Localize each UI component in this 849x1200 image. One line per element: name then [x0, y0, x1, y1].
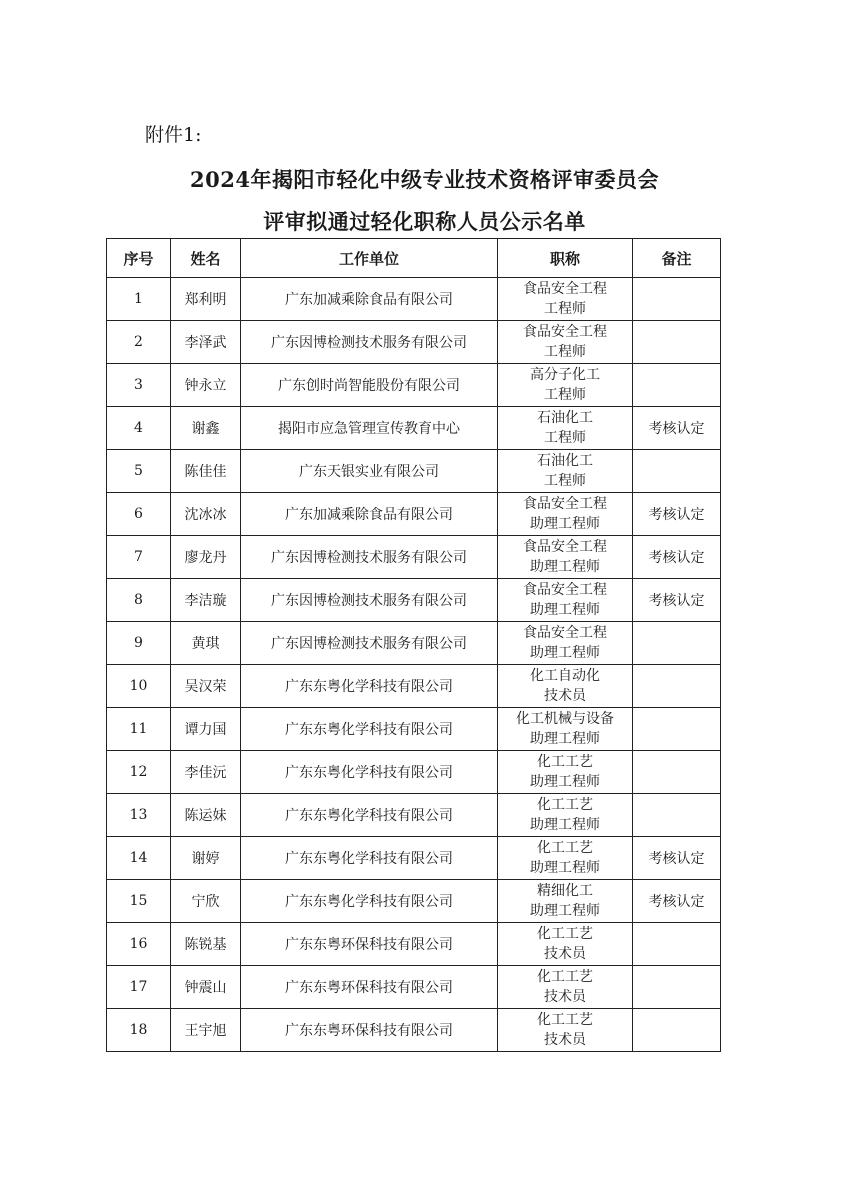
job-title-cell: [498, 837, 633, 880]
table-row: [107, 665, 721, 708]
job-title-cell: [498, 1009, 633, 1052]
job-title-cell: [498, 493, 633, 536]
job-title-cell: [498, 794, 633, 837]
name-cell: 钟永立: [171, 364, 241, 407]
organization-cell: 广东创时尚智能股份有限公司: [241, 364, 498, 407]
job-title-cell: [498, 536, 633, 579]
table-row: [107, 579, 721, 622]
job-title-cell: [498, 450, 633, 493]
serial-cell: 12: [107, 751, 171, 794]
organization-cell: 广东因博检测技术服务有限公司: [241, 579, 498, 622]
organization-cell: 广东东粤化学科技有限公司: [241, 751, 498, 794]
document-title: 2024年揭阳市轻化中级专业技术资格评审委员会: [190, 167, 659, 192]
serial-cell: 18: [107, 1009, 171, 1052]
organization-cell: 广东因博检测技术服务有限公司: [241, 536, 498, 579]
table-row: [107, 837, 721, 880]
organization-cell: 广东东粤环保科技有限公司: [241, 966, 498, 1009]
serial-cell: 14: [107, 837, 171, 880]
job-title-field: 化工自动化: [530, 668, 600, 684]
job-title-field: 食品安全工程: [523, 496, 607, 512]
job-title-field: 食品安全工程: [523, 539, 607, 555]
job-title-level: 技术员: [544, 688, 586, 704]
remarks-cell: [633, 794, 721, 837]
job-title-field: 食品安全工程: [523, 625, 607, 641]
job-title-field: 食品安全工程: [523, 281, 607, 297]
name-cell: 李洁璇: [171, 579, 241, 622]
organization-cell: 广东因博检测技术服务有限公司: [241, 622, 498, 665]
name-cell: 谢鑫: [171, 407, 241, 450]
name-cell: 李佳沅: [171, 751, 241, 794]
job-title-cell: [498, 708, 633, 751]
name-cell: 陈运妹: [171, 794, 241, 837]
job-title-field: 化工机械与设备: [516, 711, 614, 727]
job-title-cell: [498, 364, 633, 407]
job-title-level: 工程师: [544, 301, 586, 317]
job-title-field: 化工工艺: [537, 754, 593, 770]
organization-cell: 广东因博检测技术服务有限公司: [241, 321, 498, 364]
remarks-cell: [633, 364, 721, 407]
organization-cell: 广东天银实业有限公司: [241, 450, 498, 493]
remarks-cell: 考核认定: [633, 880, 721, 923]
table-row: [107, 321, 721, 364]
organization-cell: 广东东粤化学科技有限公司: [241, 837, 498, 880]
name-cell: 李泽武: [171, 321, 241, 364]
name-cell: 沈冰冰: [171, 493, 241, 536]
job-title-cell: [498, 622, 633, 665]
job-title-field: 高分子化工: [530, 367, 600, 383]
name-cell: 谭力国: [171, 708, 241, 751]
table-row: [107, 966, 721, 1009]
job-title-field: 食品安全工程: [523, 582, 607, 598]
remarks-cell: [633, 622, 721, 665]
header-job-title: 职称: [498, 239, 633, 278]
table-row: [107, 880, 721, 923]
job-title-field: 化工工艺: [537, 969, 593, 985]
job-title-cell: [498, 751, 633, 794]
organization-cell: 广东加减乘除食品有限公司: [241, 278, 498, 321]
serial-cell: 16: [107, 923, 171, 966]
remarks-cell: 考核认定: [633, 837, 721, 880]
document-subtitle: 评审拟通过轻化职称人员公示名单: [263, 209, 586, 234]
job-title-level: 助理工程师: [530, 645, 600, 661]
serial-cell: 5: [107, 450, 171, 493]
name-cell: 陈锐基: [171, 923, 241, 966]
job-title-level: 助理工程师: [530, 903, 600, 919]
table-row: [107, 364, 721, 407]
name-cell: 陈佳佳: [171, 450, 241, 493]
table-row: [107, 536, 721, 579]
table-row: [107, 450, 721, 493]
job-title-level: 助理工程师: [530, 559, 600, 575]
organization-cell: 广东东粤化学科技有限公司: [241, 880, 498, 923]
job-title-level: 助理工程师: [530, 731, 600, 747]
job-title-field: 化工工艺: [537, 1012, 593, 1028]
job-title-field: 食品安全工程: [523, 324, 607, 340]
job-title-level: 工程师: [544, 473, 586, 489]
job-title-cell: [498, 579, 633, 622]
table-row: [107, 493, 721, 536]
job-title-level: 工程师: [544, 344, 586, 360]
header-serial: 序号: [107, 239, 171, 278]
serial-cell: 10: [107, 665, 171, 708]
header-organization: 工作单位: [241, 239, 498, 278]
remarks-cell: 考核认定: [633, 407, 721, 450]
remarks-cell: [633, 708, 721, 751]
job-title-level: 助理工程师: [530, 602, 600, 618]
remarks-cell: [633, 923, 721, 966]
job-title-field: 石油化工: [537, 453, 593, 469]
job-title-cell: [498, 321, 633, 364]
job-title-field: 化工工艺: [537, 926, 593, 942]
name-cell: 吴汉荣: [171, 665, 241, 708]
serial-cell: 6: [107, 493, 171, 536]
personnel-table: [106, 238, 721, 1052]
serial-cell: 3: [107, 364, 171, 407]
serial-cell: 4: [107, 407, 171, 450]
job-title-cell: [498, 880, 633, 923]
job-title-cell: [498, 665, 633, 708]
remarks-cell: [633, 665, 721, 708]
job-title-level: 助理工程师: [530, 516, 600, 532]
remarks-cell: 考核认定: [633, 493, 721, 536]
remarks-cell: [633, 278, 721, 321]
job-title-level: 技术员: [544, 1032, 586, 1048]
job-title-field: 化工工艺: [537, 797, 593, 813]
job-title-field: 石油化工: [537, 410, 593, 426]
serial-cell: 8: [107, 579, 171, 622]
serial-cell: 15: [107, 880, 171, 923]
remarks-cell: [633, 450, 721, 493]
remarks-cell: [633, 1009, 721, 1052]
serial-cell: 1: [107, 278, 171, 321]
job-title-cell: [498, 966, 633, 1009]
job-title-field: 化工工艺: [537, 840, 593, 856]
job-title-level: 工程师: [544, 387, 586, 403]
name-cell: 黄琪: [171, 622, 241, 665]
organization-cell: 广东加减乘除食品有限公司: [241, 493, 498, 536]
organization-cell: 广东东粤化学科技有限公司: [241, 794, 498, 837]
job-title-field: 精细化工: [537, 883, 593, 899]
job-title-cell: [498, 923, 633, 966]
organization-cell: 广东东粤环保科技有限公司: [241, 923, 498, 966]
table-row: [107, 622, 721, 665]
job-title-level: 技术员: [544, 946, 586, 962]
job-title-level: 技术员: [544, 989, 586, 1005]
table-row: [107, 1009, 721, 1052]
job-title-level: 助理工程师: [530, 774, 600, 790]
job-title-cell: [498, 407, 633, 450]
table-row: [107, 923, 721, 966]
name-cell: 宁欣: [171, 880, 241, 923]
remarks-cell: [633, 321, 721, 364]
job-title-level: 助理工程师: [530, 860, 600, 876]
attachment-label: 附件1:: [145, 124, 202, 146]
table-row: [107, 751, 721, 794]
table-header-row: [107, 239, 721, 278]
organization-cell: 广东东粤环保科技有限公司: [241, 1009, 498, 1052]
name-cell: 王宇旭: [171, 1009, 241, 1052]
name-cell: 谢婷: [171, 837, 241, 880]
organization-cell: 揭阳市应急管理宣传教育中心: [241, 407, 498, 450]
remarks-cell: 考核认定: [633, 536, 721, 579]
job-title-level: 工程师: [544, 430, 586, 446]
table-row: [107, 708, 721, 751]
header-name: 姓名: [171, 239, 241, 278]
job-title-cell: [498, 278, 633, 321]
header-remarks: 备注: [633, 239, 721, 278]
table-body: [107, 278, 721, 1052]
table-row: [107, 407, 721, 450]
remarks-cell: 考核认定: [633, 579, 721, 622]
serial-cell: 7: [107, 536, 171, 579]
table-row: [107, 278, 721, 321]
serial-cell: 17: [107, 966, 171, 1009]
job-title-level: 助理工程师: [530, 817, 600, 833]
table-row: [107, 794, 721, 837]
serial-cell: 9: [107, 622, 171, 665]
name-cell: 钟震山: [171, 966, 241, 1009]
name-cell: 廖龙丹: [171, 536, 241, 579]
serial-cell: 2: [107, 321, 171, 364]
organization-cell: 广东东粤化学科技有限公司: [241, 665, 498, 708]
remarks-cell: [633, 751, 721, 794]
serial-cell: 11: [107, 708, 171, 751]
remarks-cell: [633, 966, 721, 1009]
serial-cell: 13: [107, 794, 171, 837]
name-cell: 郑利明: [171, 278, 241, 321]
organization-cell: 广东东粤化学科技有限公司: [241, 708, 498, 751]
